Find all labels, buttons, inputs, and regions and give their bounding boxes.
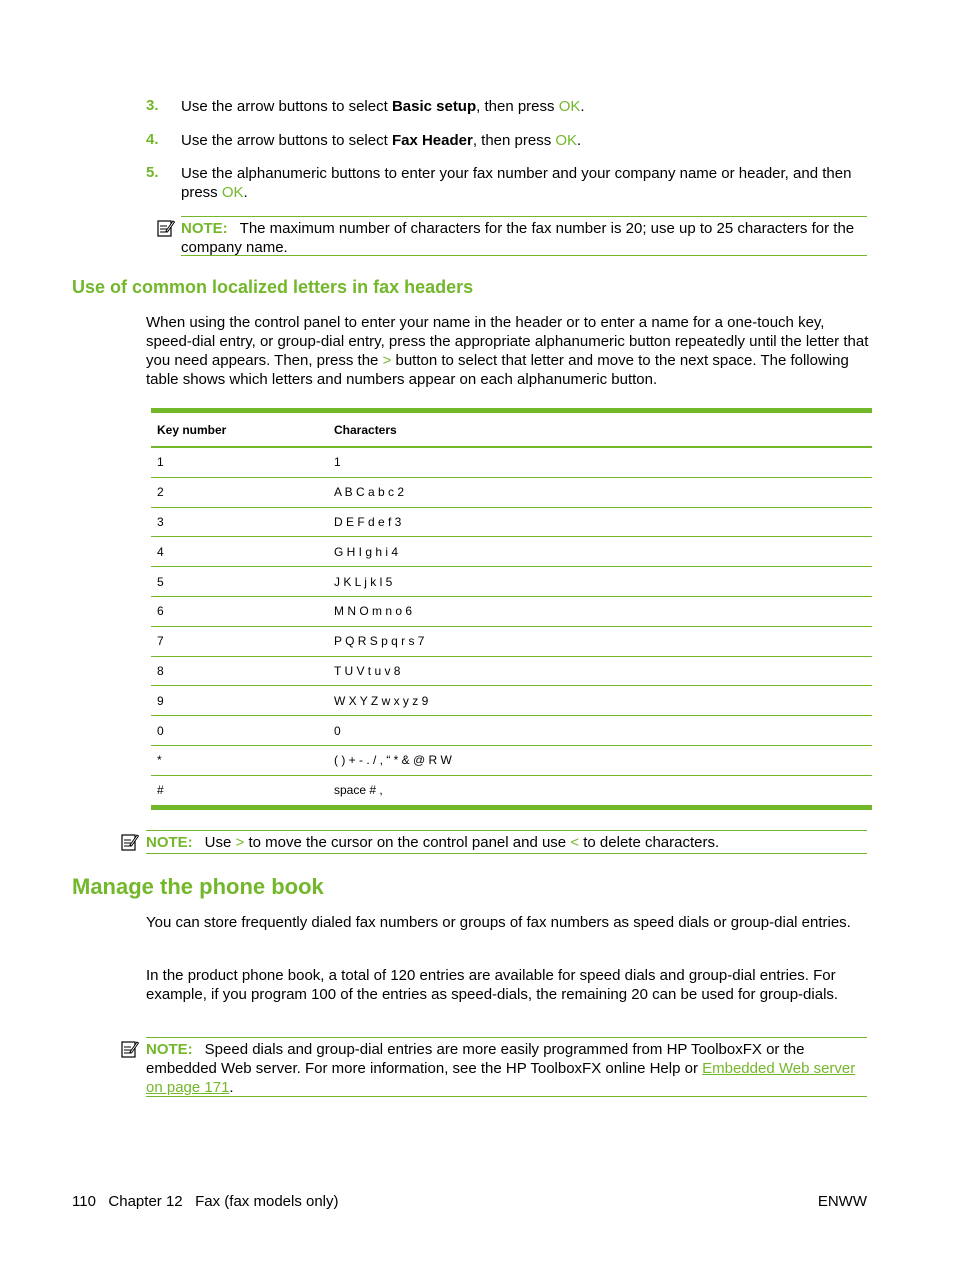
table-row (151, 745, 872, 775)
key-number-cell: 3 (151, 507, 328, 537)
section-paragraph: In the product phone book, a total of 120 entries are available for speed dials and group-dial entries. For example, if you program 100 of the entries as speed-dials, the remaining 20 can be used for group-dials. (146, 967, 839, 1003)
note-box (181, 216, 867, 256)
next-symbol: > (382, 352, 392, 369)
key-number-cell: 9 (151, 686, 328, 716)
note-label: NOTE: (146, 1041, 193, 1058)
table-row (151, 686, 872, 716)
table-row (151, 537, 872, 567)
step-number: 5. (146, 164, 159, 181)
table-row (151, 447, 872, 477)
note-label: NOTE: (146, 834, 193, 851)
key-number-cell: 6 (151, 596, 328, 626)
footer-page-info: 110 Chapter 12 Fax (fax models only) (72, 1193, 339, 1210)
key-number-cell: 4 (151, 537, 328, 567)
table-row (151, 477, 872, 507)
key-number-cell: 2 (151, 477, 328, 507)
key-number-cell: 8 (151, 656, 328, 686)
key-number-cell: 5 (151, 567, 328, 597)
characters-cell: T U V t u v 8 (328, 656, 872, 686)
key-number-cell: * (151, 745, 328, 775)
key-number-cell: 0 (151, 716, 328, 746)
note-icon (157, 219, 175, 237)
step-text: Use the arrow buttons to select Basic setup, then press OK. (181, 98, 585, 115)
ok-button-ref: OK (558, 98, 581, 115)
step-number: 3. (146, 97, 159, 114)
table-row (151, 716, 872, 746)
table-header-row (151, 411, 872, 448)
table-row (151, 507, 872, 537)
step-number: 4. (146, 131, 159, 148)
embedded-web-server-link[interactable]: Embedded Web server on page 171 (146, 1060, 856, 1096)
step-text: Use the arrow buttons to select Fax Header, then press OK. (181, 132, 582, 149)
characters-cell: 1 (328, 447, 872, 477)
footer-doc-id: ENWW (817, 1193, 867, 1210)
characters-cell: W X Y Z w x y z 9 (328, 686, 872, 716)
characters-cell: D E F d e f 3 (328, 507, 872, 537)
section-paragraph: When using the control panel to enter your name in the header or to enter a name for a one-touch key, speed-dial entry, or group-dial entry, press the appropriate alphanumeric button repeatedly until the letter that you need appears. Then, press the > button to select that letter and move to the next space. The following table shows which letters and numbers appear on each alphanumeric button. (146, 314, 869, 388)
note-icon (121, 833, 139, 851)
note-text: The maximum number of characters for the fax number is 20; use up to 25 characters for the company name. (181, 220, 855, 256)
characters-cell: G H I g h i 4 (328, 537, 872, 567)
table-row (151, 626, 872, 656)
ok-button-ref: OK (221, 184, 244, 201)
section-heading: Manage the phone book (72, 874, 324, 899)
key-number-cell: # (157, 783, 164, 798)
column-header-key: Key number (151, 411, 328, 448)
characters-cell: A B C a b c 2 (328, 477, 872, 507)
column-header-characters: Characters (328, 411, 872, 448)
table-body (151, 447, 872, 807)
section-heading: Use of common localized letters in fax headers (72, 277, 474, 297)
back-symbol: < (570, 834, 580, 851)
characters-cell: M N O m n o 6 (328, 596, 872, 626)
key-number-cell: 1 (151, 447, 328, 477)
characters-cell: ( ) + - . / , “ * & @ R W (328, 745, 872, 775)
step-text: Use the alphanumeric buttons to enter your fax number and your company name or header, and then press OK. (181, 165, 852, 201)
ok-button-ref: OK (555, 132, 578, 149)
table-row (151, 567, 872, 597)
characters-cell: 0 (328, 716, 872, 746)
key-characters-table (151, 408, 872, 810)
characters-cell: P Q R S p q r s 7 (328, 626, 872, 656)
characters-cell: space # , (334, 783, 383, 798)
note-box: NOTE: Speed dials and group-dial entries are more easily programmed from HP ToolboxFX or the embedded Web server. For more information, see the HP ToolboxFX online Help or Embedded Web server on page 171. (146, 1037, 867, 1097)
section-paragraph: You can store frequently dialed fax numbers or groups of fax numbers as speed dials or group-dial entries. (146, 914, 851, 931)
next-symbol: > (235, 834, 245, 851)
note-box: NOTE: Use > to move the cursor on the control panel and use < to delete characters. (146, 830, 867, 854)
note-icon (121, 1040, 139, 1058)
characters-cell: J K L j k l 5 (328, 567, 872, 597)
table-row (151, 656, 872, 686)
key-number-cell: 7 (151, 626, 328, 656)
note-label: NOTE: (181, 220, 228, 237)
table-row (151, 596, 872, 626)
table-row (151, 775, 872, 807)
